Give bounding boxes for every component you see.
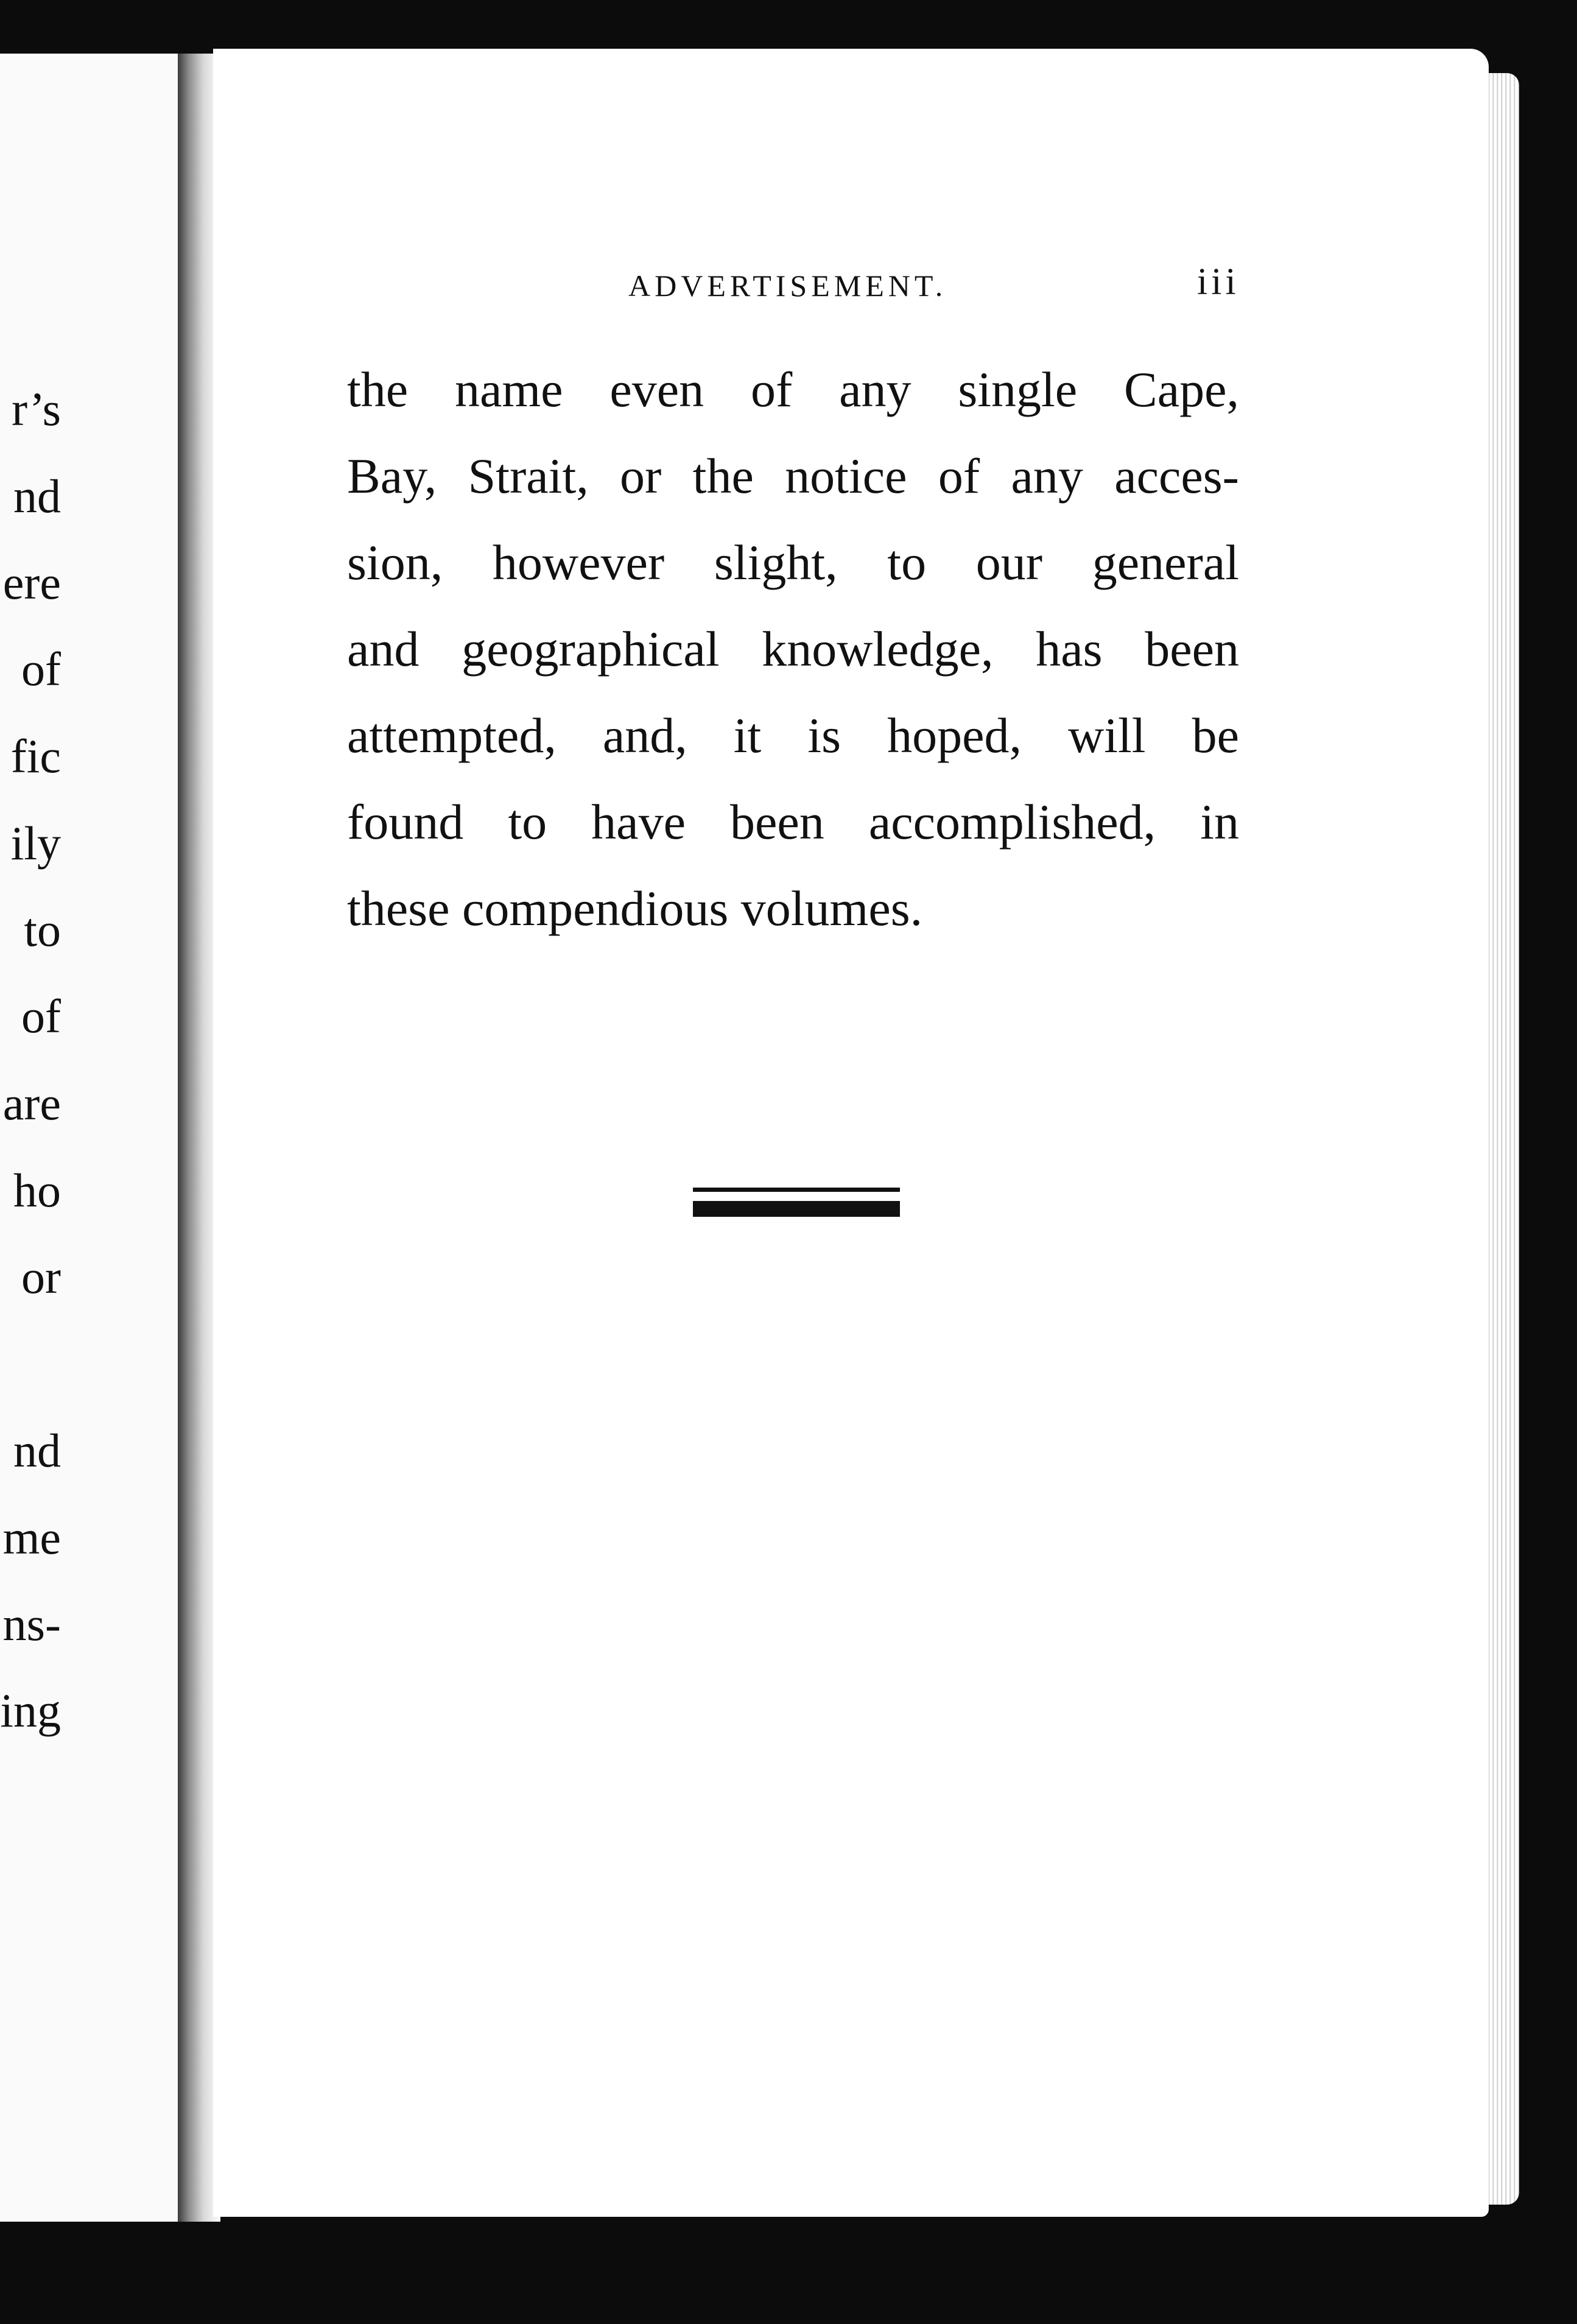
thin-rule <box>693 1188 900 1192</box>
left-line-fragment: r’s <box>12 382 61 435</box>
text-line: Bay, Strait, or the notice of any acces- <box>347 448 1239 504</box>
left-line-fragment: fic <box>10 730 61 783</box>
left-line-fragment: of <box>21 990 61 1043</box>
text-line: these compendious volumes. <box>347 881 923 936</box>
page-edges <box>1486 73 1519 2205</box>
running-head: ADVERTISEMENT. <box>628 269 947 303</box>
left-line-fragment: to <box>24 903 61 956</box>
left-line-fragment: nd <box>13 470 61 523</box>
text-line: attempted, and, it is hoped, will be <box>347 708 1239 763</box>
left-line-fragment: ily <box>10 817 61 870</box>
left-facing-page <box>0 54 183 2222</box>
thick-rule <box>693 1201 900 1217</box>
double-rule-ornament <box>693 1188 900 1222</box>
left-line-fragment: ho <box>13 1164 61 1217</box>
text-line: sion, however slight, to our general <box>347 535 1239 590</box>
body-text <box>347 359 1239 965</box>
left-line-fragment: nd <box>13 1424 61 1477</box>
text-line: the name even of any single Cape, <box>347 362 1239 417</box>
left-line-fragment: me <box>2 1511 61 1564</box>
page-number: iii <box>1197 261 1240 303</box>
left-page-text <box>0 54 183 2222</box>
left-line-fragment: ing <box>0 1684 61 1737</box>
text-line: and geographical knowledge, has been <box>347 621 1239 677</box>
left-line-fragment: of <box>21 643 61 695</box>
left-line-fragment: ere <box>2 556 61 609</box>
left-line-fragment: ns- <box>2 1597 61 1650</box>
text-line: found to have been accomplished, in <box>347 794 1239 850</box>
left-line-fragment: or <box>21 1250 61 1303</box>
left-line-fragment: are <box>2 1077 61 1130</box>
